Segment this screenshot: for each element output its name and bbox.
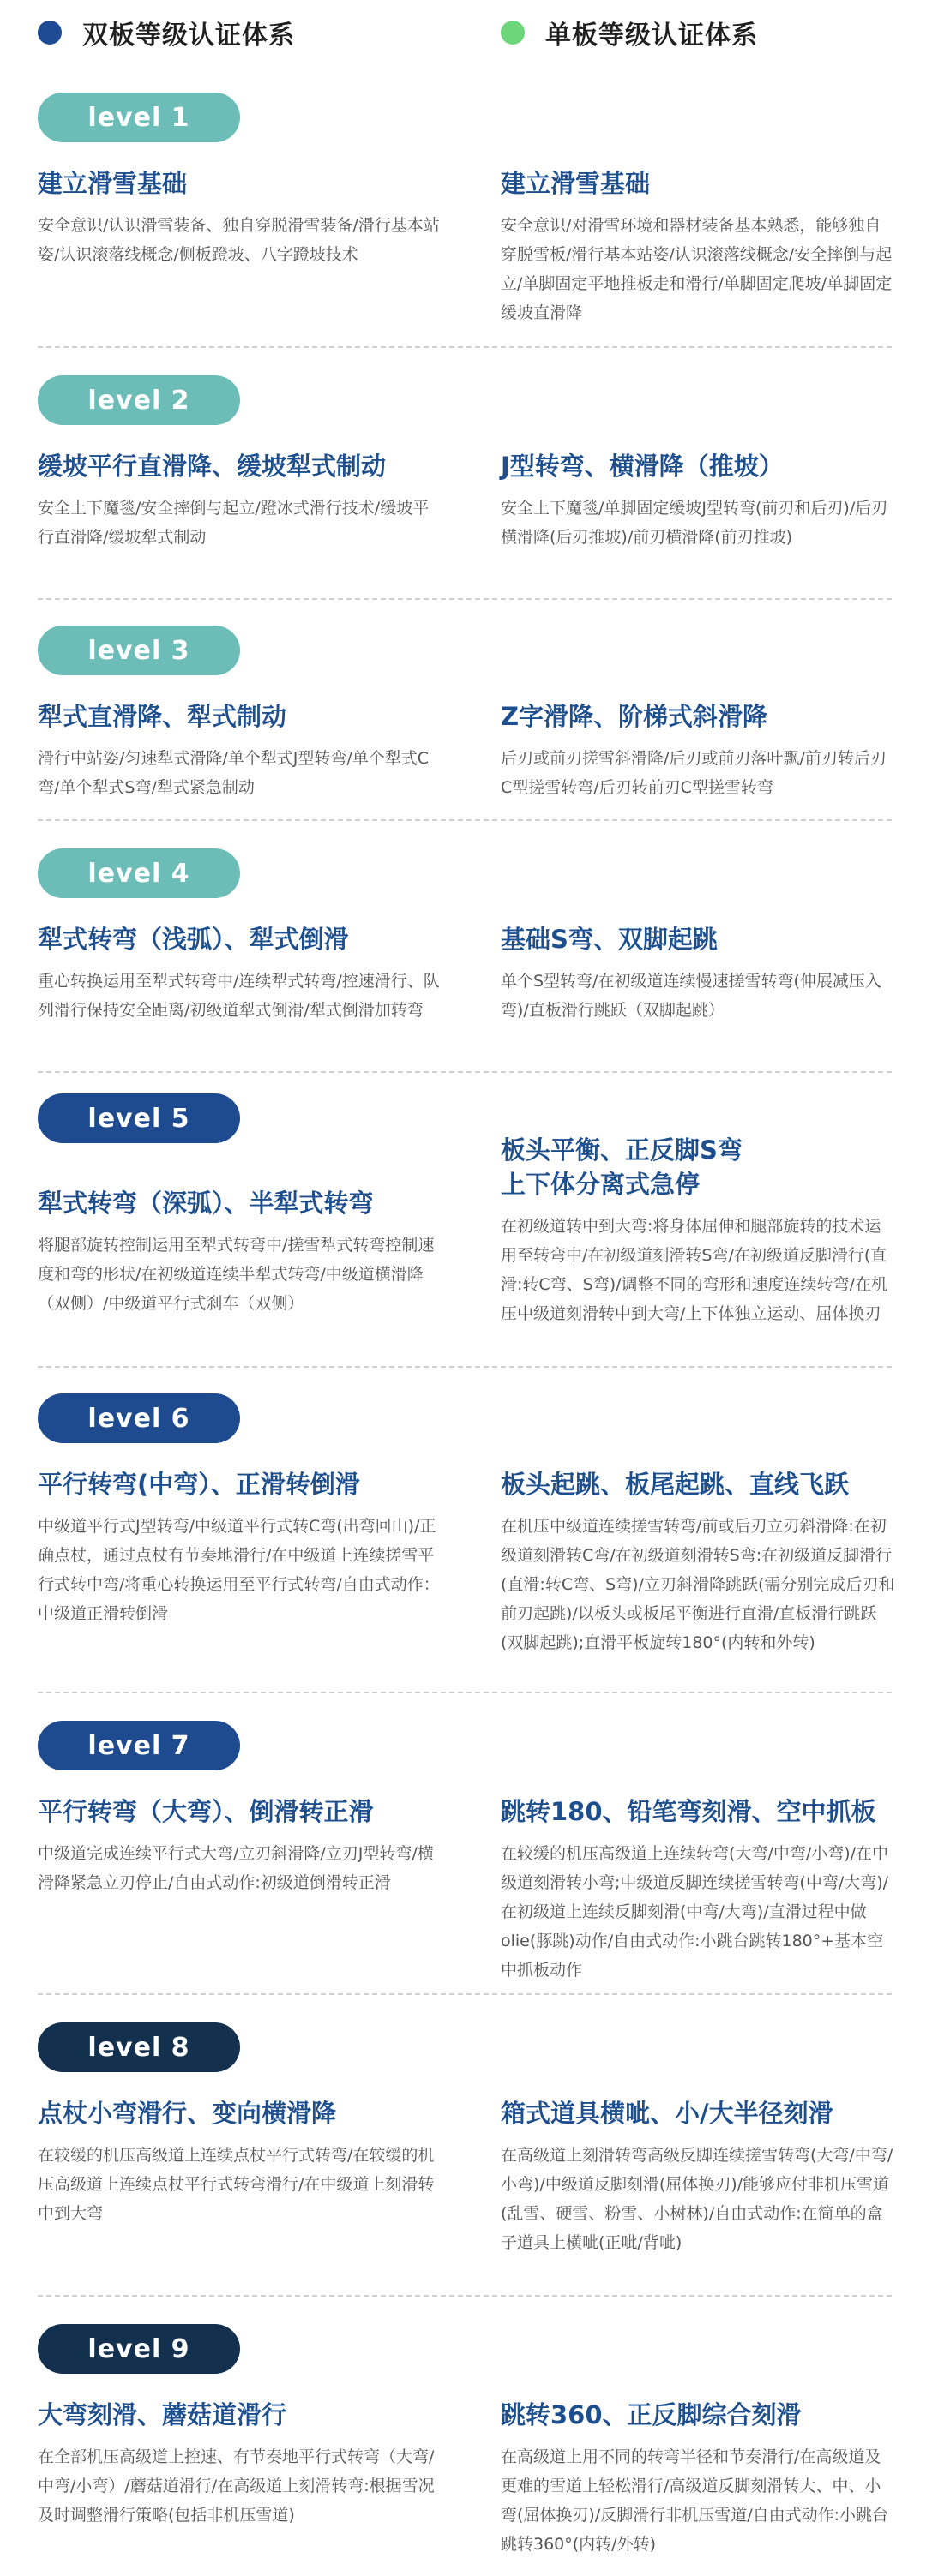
single-board-desc: 安全上下魔毯/单脚固定缓坡J型转弯(前刃和后刃)/后刃横滑降(后刃推坡)/前刃横滑降(前刃推坡)	[501, 499, 888, 547]
double-board-column	[38, 1794, 441, 1897]
section-divider	[38, 2295, 892, 2297]
double-board-desc: 安全意识/认识滑雪装备、独自穿脱滑雪装备/滑行基本站姿/认识滚落线概念/侧板蹬坡、八字蹬坡技术	[38, 216, 440, 264]
single-board-title: 建立滑雪基础	[501, 169, 651, 198]
single-board-column	[501, 1794, 895, 1985]
single-board-desc: 后刃或前刃搓雪斜滑降/后刃或前刃落叶飘/前刃转后刃C型搓雪转弯/后刃转前刃C型搓雪转弯	[501, 749, 887, 797]
section-divider	[38, 598, 892, 600]
section-divider	[38, 819, 892, 821]
double-board-desc: 在较缓的机压高级道上连续点杖平行式转弯/在较缓的机压高级道上连续点杖平行式转弯滑行/在中级道上刻滑转中到大弯	[38, 2146, 435, 2223]
section-divider	[38, 1366, 892, 1368]
single-board-column	[501, 1467, 895, 1657]
double-board-title: 点杖小弯滑行、变向横滑降	[38, 2099, 337, 2128]
double-board-column	[38, 166, 441, 269]
double-board-title: 犁式转弯（深弧）、半犁式转弯	[38, 1189, 374, 1218]
single-board-desc: 在高级道上用不同的转弯半径和节奏滑行/在高级道及更难的雪道上轻松滑行/高级道反脚刻滑转大、中、小弯(屈体换刃)/反脚滑行非机压雪道/自由式动作:小跳台跳转360°(内转/外转)	[501, 2447, 889, 2554]
single-board-title: Z字滑降、阶梯式斜滑降	[501, 702, 768, 731]
single-board-title: 板头平衡、正反脚S弯	[501, 1135, 743, 1165]
double-board-column	[38, 2096, 441, 2228]
single-board-column	[501, 922, 895, 1025]
double-board-desc: 重心转换运用至犁式转弯中/连续犁式转弯/控速滑行、队列滑行保持安全距离/初级道犁式倒滑/犁式倒滑加转弯	[38, 972, 440, 1020]
single-board-title: 箱式道具横呲、小/大半径刻滑	[501, 2099, 833, 2128]
single-board-desc: 在机压中级道连续搓雪转弯/前或后刃立刃斜滑降:在初级道刻滑转C弯/在初级道刻滑转S弯:在初级道反脚滑行(直滑:转C弯、S弯)/立刃斜滑降跳跃(需分别完成后刃和前刃起跳)/以板头或板尾平衡进行直滑/直板滑行跳跃(双脚起跳);直滑平板旋转180°(内转和外转)	[501, 1517, 895, 1652]
legend-double-board	[38, 14, 295, 51]
single-board-desc: 安全意识/对滑雪环境和器材装备基本熟悉，能够独自穿脱雪板/滑行基本站姿/认识滚落线概念/安全摔倒与起立/单脚固定平地推板走和滑行/单脚固定爬坡/单脚固定缓坡直滑降	[501, 216, 893, 322]
double-board-desc: 在全部机压高级道上控速、有节奏地平行式转弯（大弯/中弯/小弯）/蘑菇道滑行/在高级道上刻滑转弯:根据雪况及时调整滑行策略(包括非机压雪道)	[38, 2447, 435, 2525]
legend-single-label: 单板等级认证体系	[545, 21, 758, 51]
level-badge: level 4	[38, 848, 240, 898]
single-board-title: 跳转180、铅笔弯刻滑、空中抓板	[501, 1797, 876, 1826]
section-divider	[38, 1071, 892, 1073]
level-badge: level 9	[38, 2324, 240, 2374]
level-badge: level 3	[38, 626, 240, 675]
single-board-desc: 单个S型转弯/在初级道连续慢速搓雪转弯(伸展减压入弯)/直板滑行跳跃（双脚起跳）	[501, 972, 881, 1020]
double-board-title: 犁式转弯（浅弧）、犁式倒滑	[38, 925, 349, 954]
level-badge: level 5	[38, 1093, 240, 1143]
single-board-column	[501, 166, 895, 327]
legend-dot-single	[501, 21, 525, 45]
single-board-title: 基础S弯、双脚起跳	[501, 925, 718, 954]
single-board-column	[501, 2096, 895, 2257]
legend	[0, 14, 926, 51]
legend-double-label: 双板等级认证体系	[82, 21, 295, 51]
double-board-title: 缓坡平行直滑降、缓坡犁式制动	[38, 452, 387, 481]
single-board-title-line2: 上下体分离式急停	[501, 1170, 701, 1199]
double-board-column	[38, 2398, 441, 2530]
double-board-column	[38, 1164, 441, 1318]
level-badge: level 7	[38, 1721, 240, 1770]
double-board-title: 大弯刻滑、蘑菇道滑行	[38, 2400, 287, 2429]
single-board-column	[501, 2398, 895, 2559]
level-badge: level 2	[38, 375, 240, 425]
level-badge: level 1	[38, 93, 240, 142]
single-board-column	[501, 1133, 895, 1328]
double-board-title: 犁式直滑降、犁式制动	[38, 702, 287, 731]
double-board-column	[38, 699, 441, 802]
double-board-title: 平行转弯（大弯）、倒滑转正滑	[38, 1797, 374, 1826]
double-board-desc: 滑行中站姿/匀速犁式滑降/单个犁式J型转弯/单个犁式C弯/单个犁式S弯/犁式紧急制动	[38, 749, 430, 797]
single-board-desc: 在初级道转中到大弯:将身体屈伸和腿部旋转的技术运用至转弯中/在初级道刻滑转S弯/在初级道反脚滑行(直滑:转C弯、S弯)/调整不同的弯形和速度连续转弯/在机压中级道刻滑转中到大弯/上下体独立运动、屈体换刃	[501, 1217, 887, 1323]
legend-single-board	[501, 14, 758, 51]
level-badge: level 6	[38, 1393, 240, 1443]
double-board-title: 平行转弯(中弯）、正滑转倒滑	[38, 1470, 360, 1499]
single-board-title: 板头起跳、板尾起跳、直线飞跃	[501, 1470, 850, 1499]
double-board-desc: 安全上下魔毯/安全摔倒与起立/蹬冰式滑行技术/缓坡平行直滑降/缓坡犁式制动	[38, 499, 430, 547]
single-board-title: 跳转360、正反脚综合刻滑	[501, 2400, 802, 2429]
single-board-desc: 在高级道上刻滑转弯高级反脚连续搓雪转弯(大弯/中弯/小弯)/中级道反脚刻滑(屈体换刃)/能够应付非机压雪道(乱雪、硬雪、粉雪、小树林)/自由式动作:在简单的盒子道具上横呲(正呲/背呲)	[501, 2146, 893, 2252]
double-board-column	[38, 449, 441, 552]
single-board-column	[501, 449, 895, 552]
double-board-desc: 中级道平行式J型转弯/中级道平行式转C弯(出弯回山)/正确点杖，通过点杖有节奏地滑行/在中级道上连续搓雪平行式转中弯/将重心转换运用至平行式转弯/自由式动作：中级道正滑转倒滑	[38, 1517, 440, 1623]
double-board-desc: 中级道完成连续平行式大弯/立刃斜滑降/立刃J型转弯/横滑降紧急立刃停止/自由式动作:初级道倒滑转正滑	[38, 1844, 434, 1892]
single-board-column	[501, 699, 895, 802]
double-board-desc: 将腿部旋转控制运用至犁式转弯中/搓雪犁式转弯控制速度和弯的形状/在初级道连续半犁式转弯/中级道横滑降（双侧）/中级道平行式刹车（双侧）	[38, 1236, 435, 1313]
double-board-column	[38, 1467, 441, 1628]
section-divider	[38, 1692, 892, 1693]
legend-dot-double	[38, 21, 62, 45]
double-board-column	[38, 922, 441, 1025]
level-badge: level 8	[38, 2022, 240, 2072]
single-board-desc: 在较缓的机压高级道上连续转弯(大弯/中弯/小弯)/在中级道刻滑转小弯;中级道反脚连续搓雪转弯(中弯/大弯)/在初级道上连续反脚刻滑(中弯/大弯)/直滑过程中做olie(豚跳)动作/自由式动作:小跳台跳转180°+基本空中抓板动作	[501, 1844, 889, 1980]
double-board-title: 建立滑雪基础	[38, 169, 188, 198]
section-divider	[38, 346, 892, 348]
single-board-title: J型转弯、横滑降（推坡）	[501, 452, 784, 481]
section-divider	[38, 1993, 892, 1995]
